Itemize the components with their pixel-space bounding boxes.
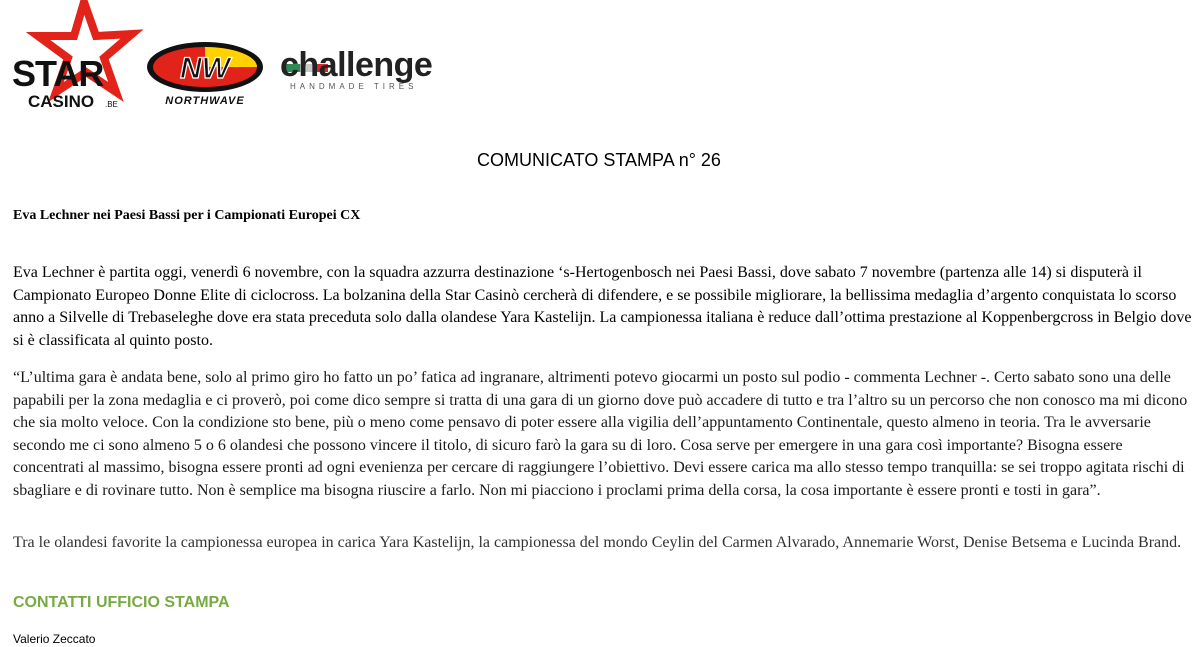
star-casino-logo bbox=[8, 0, 148, 112]
star-casino-word2: CASINO bbox=[28, 92, 95, 111]
northwave-logo bbox=[144, 40, 266, 110]
contact-name: Valerio Zeccato bbox=[13, 632, 96, 646]
press-release-title: COMUNICATO STAMPA n° 26 bbox=[477, 150, 721, 170]
contacts-heading: CONTATTI UFFICIO STAMPA bbox=[13, 594, 230, 611]
body-paragraph-3: Tra le olandesi favorite la campionessa europea in carica Yara Kastelijn, la campionessa del mondo Ceylin del Carmen Alvarado, Annemarie Worst, Denise Betsema e Lucinda Brand. bbox=[13, 534, 1182, 551]
press-release-headline: Eva Lechner nei Paesi Bassi per i Campionati Europei CX bbox=[13, 208, 361, 223]
star-casino-word1: STAR bbox=[12, 53, 104, 94]
sponsor-logos bbox=[0, 0, 470, 112]
challenge-logo bbox=[278, 42, 458, 94]
challenge-name: challenge bbox=[280, 46, 433, 84]
northwave-mark: NW bbox=[180, 52, 230, 85]
northwave-name: NORTHWAVE bbox=[165, 95, 245, 107]
star-casino-suffix: .BE bbox=[105, 100, 118, 109]
body-paragraph-2-quote: “L’ultima gara è andata bene, solo al primo giro ho fatto un po’ fatica ad ingranare, altrimenti potevo giocarmi un posto sul podio - commenta Lechner -. Certo sabato sono una delle papabili per la zona medaglia e ci proverò, poi come dico sempre si tratta di una gara di un giorno dove può accadere di tutto e tra l’altro su un percorso che non conosco ma mi dicono che sia molto veloce. Con la condizione sto bene, più o meno come pensavo di poter essere alla vigilia dell’appuntamento Continentale, questo almeno in teoria. Tra le avversarie secondo me ci sono almeno 5 o 6 olandesi che possono vincere il titolo, di sicuro farò la gara su di loro. Cosa serve per emergere in una gara così importante? Bisogna essere concentrati al massimo, bisogna essere pronti ad ogni evenienza per cercare di raggiungere l’obiettivo. Devi essere carica ma allo stesso tempo tranquilla: se sei troppo agitata rischi di sbagliare e di rovinare tutto. Non è semplice ma bisogna riuscire a farlo. Non mi piacciono i proclami prima della corsa, la cosa importante è essere pronti e tosti in gara”. bbox=[13, 369, 1188, 499]
challenge-tagline: HANDMADE TIRES bbox=[290, 82, 418, 91]
body-paragraph-1: Eva Lechner è partita oggi, venerdì 6 novembre, con la squadra azzurra destinazione ‘s-Hertogenbosch nei Paesi Bassi, dove sabato 7 novembre (partenza alle 14) si disputerà il Campionato Europeo Donne Elite di ciclocross. La bolzanina della Star Casinò cercherà di difendere, e se possibile migliorare, la bellissima medaglia d’argento conquistata lo scorso anno a Silvelle di Trebaseleghe dove era stata preceduta solo dalla olandese Yara Kastelijn. La campionessa italiana è reduce dall’ottima prestazione al Koppenbergcross in Belgio dove si è classificata al quinto posto. bbox=[13, 264, 1192, 349]
